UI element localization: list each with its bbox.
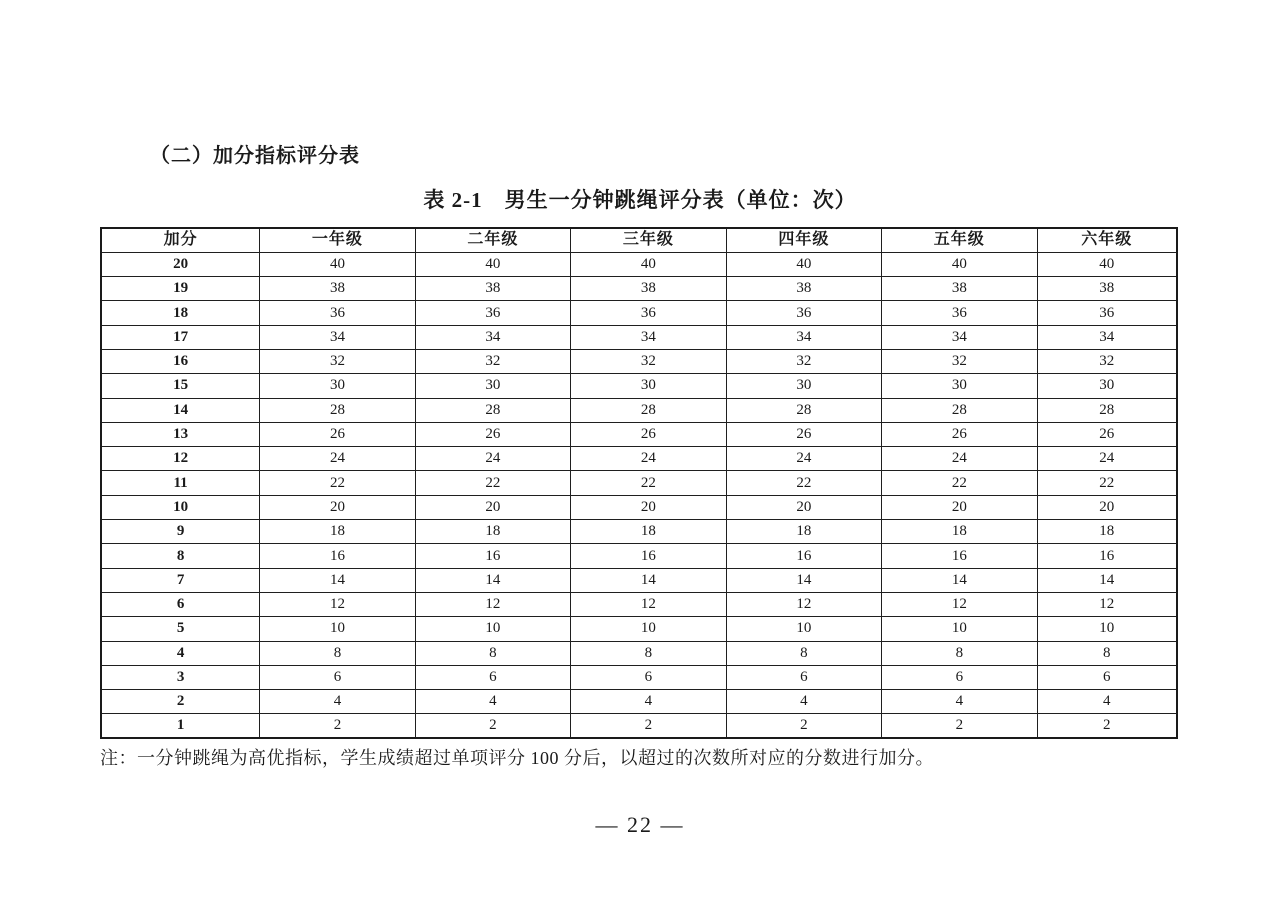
score-cell: 40 <box>726 252 881 276</box>
table-row <box>101 714 1177 738</box>
bonus-cell: 6 <box>101 592 260 616</box>
table-header-cell: 加分 <box>101 228 260 252</box>
score-cell: 8 <box>260 641 415 665</box>
score-cell: 30 <box>882 374 1037 398</box>
score-cell: 30 <box>726 374 881 398</box>
score-cell: 36 <box>882 301 1037 325</box>
score-cell: 28 <box>260 398 415 422</box>
score-cell: 36 <box>571 301 726 325</box>
score-cell: 2 <box>571 714 726 738</box>
page-number: — 22 — <box>595 812 685 837</box>
table-header-cell: 三年级 <box>571 228 726 252</box>
score-cell: 16 <box>415 544 570 568</box>
score-cell: 30 <box>571 374 726 398</box>
score-cell: 30 <box>415 374 570 398</box>
score-cell: 12 <box>415 592 570 616</box>
table-header-cell: 一年级 <box>260 228 415 252</box>
score-cell: 8 <box>571 641 726 665</box>
score-cell: 26 <box>726 422 881 446</box>
score-table <box>100 227 1178 739</box>
score-cell: 38 <box>882 277 1037 301</box>
score-cell: 20 <box>260 495 415 519</box>
score-cell: 8 <box>415 641 570 665</box>
score-cell: 4 <box>260 690 415 714</box>
score-cell: 20 <box>415 495 570 519</box>
score-cell: 10 <box>260 617 415 641</box>
bonus-cell: 4 <box>101 641 260 665</box>
score-cell: 22 <box>415 471 570 495</box>
score-cell: 14 <box>415 568 570 592</box>
score-cell: 6 <box>571 665 726 689</box>
score-cell: 34 <box>260 325 415 349</box>
score-cell: 22 <box>1037 471 1177 495</box>
bonus-cell: 16 <box>101 349 260 373</box>
score-cell: 20 <box>882 495 1037 519</box>
score-cell: 22 <box>882 471 1037 495</box>
score-cell: 8 <box>1037 641 1177 665</box>
bonus-cell: 20 <box>101 252 260 276</box>
bonus-cell: 1 <box>101 714 260 738</box>
score-cell: 26 <box>571 422 726 446</box>
score-cell: 14 <box>882 568 1037 592</box>
score-cell: 34 <box>882 325 1037 349</box>
bonus-cell: 19 <box>101 277 260 301</box>
score-cell: 10 <box>415 617 570 641</box>
score-cell: 4 <box>415 690 570 714</box>
score-cell: 34 <box>571 325 726 349</box>
score-cell: 2 <box>726 714 881 738</box>
score-cell: 18 <box>882 520 1037 544</box>
score-cell: 22 <box>260 471 415 495</box>
score-cell: 40 <box>415 252 570 276</box>
bonus-cell: 18 <box>101 301 260 325</box>
score-cell: 26 <box>1037 422 1177 446</box>
score-cell: 14 <box>726 568 881 592</box>
score-cell: 22 <box>726 471 881 495</box>
table-row <box>101 277 1177 301</box>
score-cell: 28 <box>571 398 726 422</box>
score-cell: 32 <box>260 349 415 373</box>
score-cell: 34 <box>415 325 570 349</box>
score-cell: 12 <box>260 592 415 616</box>
bonus-cell: 15 <box>101 374 260 398</box>
score-cell: 4 <box>726 690 881 714</box>
score-cell: 2 <box>260 714 415 738</box>
score-cell: 10 <box>882 617 1037 641</box>
score-cell: 18 <box>1037 520 1177 544</box>
score-cell: 26 <box>260 422 415 446</box>
score-cell: 28 <box>726 398 881 422</box>
score-cell: 28 <box>1037 398 1177 422</box>
table-row <box>101 544 1177 568</box>
table-row <box>101 447 1177 471</box>
table-row <box>101 301 1177 325</box>
table-row <box>101 665 1177 689</box>
bonus-cell: 5 <box>101 617 260 641</box>
score-cell: 32 <box>726 349 881 373</box>
score-cell: 18 <box>571 520 726 544</box>
score-cell: 40 <box>571 252 726 276</box>
score-cell: 4 <box>882 690 1037 714</box>
score-cell: 38 <box>415 277 570 301</box>
score-cell: 2 <box>882 714 1037 738</box>
score-cell: 38 <box>571 277 726 301</box>
score-cell: 6 <box>1037 665 1177 689</box>
score-cell: 8 <box>726 641 881 665</box>
score-cell: 20 <box>571 495 726 519</box>
score-cell: 12 <box>882 592 1037 616</box>
score-cell: 24 <box>1037 447 1177 471</box>
table-row <box>101 641 1177 665</box>
bonus-cell: 14 <box>101 398 260 422</box>
table-header-cell: 六年级 <box>1037 228 1177 252</box>
score-cell: 38 <box>260 277 415 301</box>
score-cell: 32 <box>571 349 726 373</box>
score-cell: 16 <box>571 544 726 568</box>
score-cell: 36 <box>1037 301 1177 325</box>
table-row <box>101 520 1177 544</box>
score-cell: 12 <box>1037 592 1177 616</box>
table-header-cell: 五年级 <box>882 228 1037 252</box>
bonus-cell: 2 <box>101 690 260 714</box>
score-cell: 30 <box>1037 374 1177 398</box>
score-cell: 6 <box>260 665 415 689</box>
table-title: 表 2-1 男生一分钟跳绳评分表（单位：次） <box>423 188 857 212</box>
score-cell: 18 <box>415 520 570 544</box>
score-cell: 12 <box>571 592 726 616</box>
bonus-cell: 9 <box>101 520 260 544</box>
score-cell: 40 <box>882 252 1037 276</box>
score-cell: 6 <box>415 665 570 689</box>
table-note: 注：一分钟跳绳为高优指标，学生成绩超过单项评分 100 分后，以超过的次数所对应的分数进行加分。 <box>100 748 934 768</box>
score-cell: 10 <box>571 617 726 641</box>
score-cell: 28 <box>415 398 570 422</box>
score-cell: 32 <box>1037 349 1177 373</box>
score-cell: 32 <box>882 349 1037 373</box>
score-cell: 24 <box>415 447 570 471</box>
score-cell: 34 <box>1037 325 1177 349</box>
score-cell: 36 <box>260 301 415 325</box>
table-header-cell: 二年级 <box>415 228 570 252</box>
table-row <box>101 374 1177 398</box>
score-cell: 24 <box>260 447 415 471</box>
score-cell: 24 <box>571 447 726 471</box>
table-header-row <box>101 228 1177 252</box>
bonus-cell: 12 <box>101 447 260 471</box>
score-cell: 40 <box>260 252 415 276</box>
score-cell: 40 <box>1037 252 1177 276</box>
score-cell: 28 <box>882 398 1037 422</box>
score-cell: 16 <box>726 544 881 568</box>
bonus-cell: 8 <box>101 544 260 568</box>
score-cell: 18 <box>726 520 881 544</box>
table-row <box>101 349 1177 373</box>
score-cell: 24 <box>882 447 1037 471</box>
score-cell: 10 <box>726 617 881 641</box>
bonus-cell: 11 <box>101 471 260 495</box>
table-row <box>101 495 1177 519</box>
section-heading: （二）加分指标评分表 <box>150 145 360 167</box>
score-cell: 18 <box>260 520 415 544</box>
bonus-cell: 7 <box>101 568 260 592</box>
bonus-cell: 17 <box>101 325 260 349</box>
bonus-cell: 3 <box>101 665 260 689</box>
score-cell: 8 <box>882 641 1037 665</box>
score-cell: 38 <box>1037 277 1177 301</box>
score-cell: 34 <box>726 325 881 349</box>
score-cell: 6 <box>726 665 881 689</box>
table-row <box>101 471 1177 495</box>
score-cell: 4 <box>1037 690 1177 714</box>
score-cell: 4 <box>571 690 726 714</box>
score-cell: 2 <box>1037 714 1177 738</box>
score-cell: 26 <box>415 422 570 446</box>
table-row <box>101 568 1177 592</box>
score-cell: 22 <box>571 471 726 495</box>
score-cell: 20 <box>726 495 881 519</box>
bonus-cell: 13 <box>101 422 260 446</box>
table-row <box>101 398 1177 422</box>
score-cell: 16 <box>882 544 1037 568</box>
score-cell: 2 <box>415 714 570 738</box>
table-row <box>101 252 1177 276</box>
score-cell: 32 <box>415 349 570 373</box>
table-row <box>101 617 1177 641</box>
score-cell: 26 <box>882 422 1037 446</box>
score-cell: 14 <box>260 568 415 592</box>
score-cell: 10 <box>1037 617 1177 641</box>
score-cell: 20 <box>1037 495 1177 519</box>
table-row <box>101 592 1177 616</box>
score-cell: 14 <box>1037 568 1177 592</box>
table-row <box>101 325 1177 349</box>
score-cell: 36 <box>726 301 881 325</box>
score-cell: 30 <box>260 374 415 398</box>
score-cell: 38 <box>726 277 881 301</box>
score-cell: 24 <box>726 447 881 471</box>
score-cell: 36 <box>415 301 570 325</box>
score-cell: 12 <box>726 592 881 616</box>
score-cell: 16 <box>260 544 415 568</box>
bonus-cell: 10 <box>101 495 260 519</box>
table-row <box>101 422 1177 446</box>
table-header-cell: 四年级 <box>726 228 881 252</box>
table-row <box>101 690 1177 714</box>
score-cell: 6 <box>882 665 1037 689</box>
score-cell: 16 <box>1037 544 1177 568</box>
score-cell: 14 <box>571 568 726 592</box>
